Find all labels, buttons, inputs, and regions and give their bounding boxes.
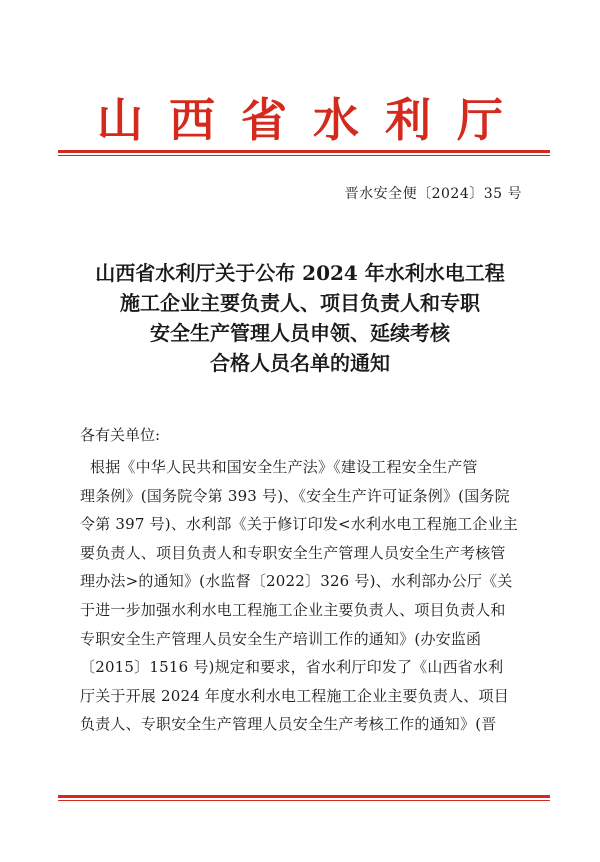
- body-line: 〔2015〕1516 号)规定和要求，省水利厅印发了《山西省水利: [80, 658, 504, 677]
- salutation: 各有关单位:: [80, 426, 161, 444]
- title-line: 施工企业主要负责人、项目负责人和专职: [120, 291, 480, 315]
- letterhead-rule-thick: [58, 150, 550, 153]
- footer-rule-thin: [58, 800, 550, 801]
- body-line: 厅关于开展 2024 年度水利水电工程施工企业主要负责人、项目: [80, 686, 509, 705]
- body-line: 要负责人、项目负责人和专职安全生产管理人员安全生产考核管: [80, 543, 506, 562]
- title-line: 安全生产管理人员申领、延续考核: [150, 321, 450, 345]
- body-line: 专职安全生产管理人员安全生产培训工作的通知》(办安监函: [80, 629, 482, 648]
- body-line: 理条例》(国务院令第 393 号)、《安全生产许可证条例》(国务院: [80, 486, 510, 505]
- document-number: 晋水安全便〔2024〕35 号: [344, 186, 522, 202]
- body-line: 令第 397 号)、水利部《关于修订印发<水利水电工程施工企业主: [80, 515, 518, 534]
- body-line: 根据《中华人民共和国安全生产法》《建设工程安全生产管: [90, 458, 478, 476]
- body-line: 于进一步加强水利水电工程施工企业主要负责人、项目负责人和: [80, 600, 506, 619]
- document-title: [60, 258, 540, 378]
- body-paragraph: [80, 453, 532, 739]
- letterhead-rule-thin: [58, 155, 550, 156]
- body-line: 理办法>的通知》(水监督〔2022〕326 号)、水利部办公厅《关: [80, 572, 513, 591]
- footer-rule-thick: [58, 795, 550, 798]
- title-line: 合格人员名单的通知: [210, 351, 390, 375]
- title-line: 山西省水利厅关于公布 2024 年水利水电工程: [95, 261, 505, 285]
- body-line: 负责人、专职安全生产管理人员安全生产考核工作的通知》(晋: [80, 715, 497, 734]
- letterhead-org-name: 山西省水利厅: [97, 93, 529, 147]
